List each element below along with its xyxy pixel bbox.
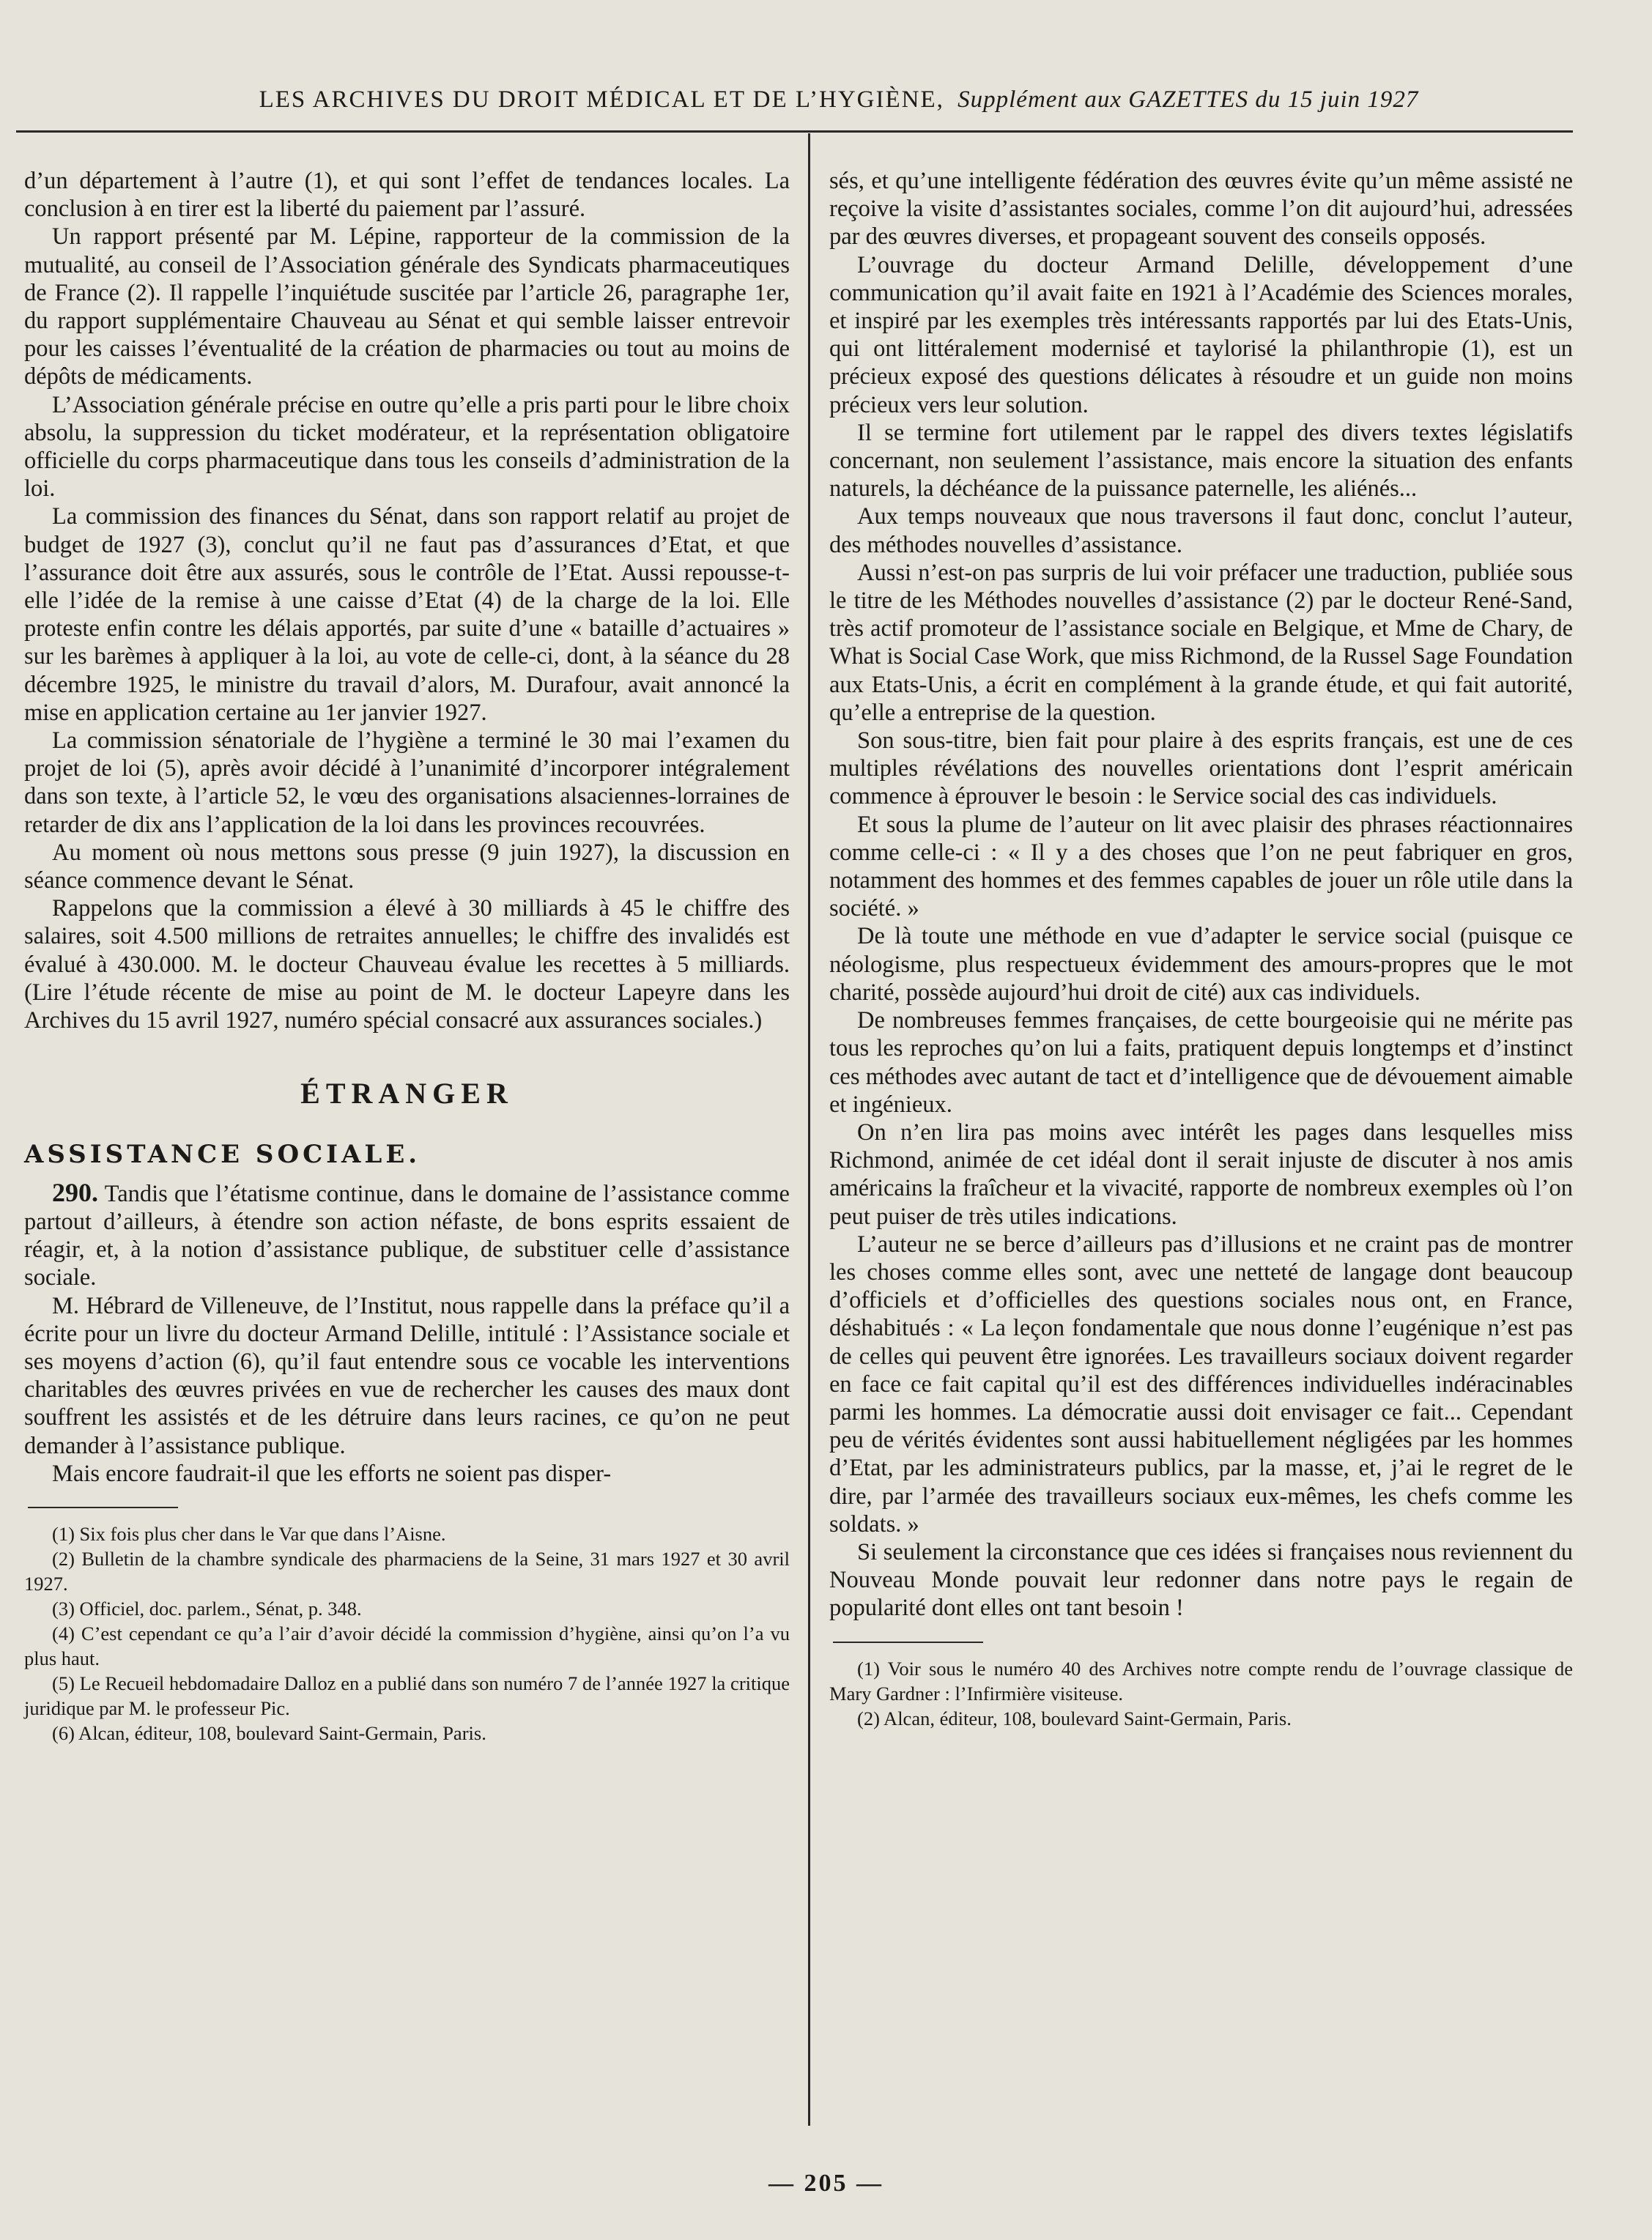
paragraph: sés, et qu’une intelligente fédération des œuvres évite qu’un même assisté ne reçoive la visite d’assistantes sociales, comme l’on dit aujourd’hui, adressées par des œuvres diverses, et propageant souvent des conseils opposés. bbox=[829, 168, 1573, 251]
right-column bbox=[829, 167, 1573, 1731]
section-heading: ÉTRANGER bbox=[300, 1077, 514, 1110]
paragraph: L’Association générale précise en outre qu’elle a pris parti pour le libre choix absolu, la suppression du ticket modérateur, et la représentation obligatoire officielle du corps pharmaceutique dans tous les conseils d’administration de la loi. bbox=[24, 391, 790, 502]
paragraph-text: Tandis que l’étatisme continue, dans le domaine de l’assistance comme partout d’ailleurs, à étendre son action néfaste, de bons esprits essaient de réagir, et, à la notion d’assistance publique, de substituer celle d’assistance sociale. bbox=[24, 1180, 790, 1291]
paragraph: Un rapport présenté par M. Lépine, rapporteur de la commission de la mutualité, au conseil de l’Association générale des Syndicats pharmaceutiques de France (2). Il rappelle l’inquiétude suscitée par l’article 26, paragraphe 1er, du rapport supplémentaire Chauveau au Sénat et qui semble laisser entrevoir pour les caisses l’éventualité de la création de pharmacies ou tout au moins de dépôts de médicaments. bbox=[24, 223, 790, 390]
paragraph: La commission des finances du Sénat, dans son rapport relatif au projet de budget de 1927 (3), conclut qu’il ne faut pas d’assurances d’Etat, et que l’assurance doit être aux assurés, sous le contrôle de l’Etat. Aussi repousse-t-elle l’idée de la remise à une caisse d’Etat (4) de la charge de la loi. Elle proteste enfin contre les délais apportés, par suite d’une « bataille d’actuaires » sur les barèmes à appliquer à la loi, au vote de celle-ci, dont, à la séance du 28 décembre 1925, le ministre du travail d’alors, M. Durafour, avait annoncé la mise en application certaine au 1er janvier 1927. bbox=[24, 503, 790, 726]
paragraph: Si seulement la circonstance que ces idées si françaises nous reviennent du Nouveau Monde pouvait leur redonner dans notre pays le regain de popularité dont elles ont tant besoin ! bbox=[829, 1538, 1573, 1622]
subsection-heading: ASSISTANCE SOCIALE. bbox=[24, 1139, 421, 1169]
paragraph: De nombreuses femmes françaises, de cette bourgeoisie qui ne mérite pas tous les reproches qu’on lui a faits, pratiquent depuis longtemps et d’instinct ces méthodes avec autant de tact et d’intelligence que de dévouement aimable et ingénieux. bbox=[829, 1007, 1573, 1118]
left-column bbox=[24, 167, 790, 1746]
running-header bbox=[110, 86, 1568, 114]
paragraph: Rappelons que la commission a élevé à 30 milliards à 45 le chiffre des salaires, soit 4.500 millions de retraites annuelles; le chiffre des invalidés est évalué à 430.000. M. le docteur Chauveau évalue les recettes à 5 milliards. (Lire l’étude récente de mise au point de M. le docteur Lapeyre dans les Archives du 15 avril 1927, numéro spécial consacré aux assurances sociales.) bbox=[24, 895, 790, 1034]
paragraph: Aux temps nouveaux que nous traversons il faut donc, conclut l’auteur, des méthodes nouvelles d’assistance. bbox=[829, 503, 1573, 558]
footnote: (2) Alcan, éditeur, 108, boulevard Saint-Germain, Paris. bbox=[857, 1707, 1292, 1729]
footnote: (1) Voir sous le numéro 40 des Archives notre compte rendu de l’ouvrage classique de Mary Gardner : l’Infirmière visiteuse. bbox=[829, 1657, 1573, 1705]
supplement-line: Supplément aux GAZETTES du 15 juin 1927 bbox=[958, 86, 1419, 113]
item-number: 290. bbox=[52, 1177, 98, 1207]
footnote: (6) Alcan, éditeur, 108, boulevard Saint-Germain, Paris. bbox=[52, 1721, 486, 1744]
footnotes bbox=[24, 1521, 790, 1746]
paragraph: La commission sénatoriale de l’hygiène a terminé le 30 mai l’examen du projet de loi (5), après avoir décidé à l’unanimité d’incorporer intégralement dans son texte, à l’article 52, le vœu des organisations alsaciennes-lorraines de retarder de dix ans l’application de la loi dans les provinces recouvrées. bbox=[24, 727, 790, 838]
footnote-rule bbox=[28, 1507, 178, 1508]
paragraph: Mais encore faudrait-il que les efforts ne soient pas disper- bbox=[52, 1460, 612, 1487]
footnote: (2) Bulletin de la chambre syndicale des pharmaciens de la Seine, 31 mars 1927 et 30 avril 1927. bbox=[24, 1547, 790, 1595]
footnote: (4) C’est cependant ce qu’a l’air d’avoir décidé la commission d’hygiène, ainsi qu’on l’a vu plus haut. bbox=[24, 1622, 790, 1669]
footnote-rule bbox=[833, 1642, 983, 1643]
paragraph: Il se termine fort utilement par le rappel des divers textes législatifs concernant, non seulement l’assistance, mais encore la situation des enfants naturels, la déchéance de la puissance paternelle, les aliénés... bbox=[829, 419, 1573, 502]
paragraph: Aussi n’est-on pas surpris de lui voir préfacer une traduction, publiée sous le titre de les Méthodes nouvelles d’assistance (2) par le docteur René-Sand, très actif promoteur de l’assistance sociale en Belgique, et Mme de Chary, de What is Social Case Work, que miss Richmond, de la Russel Sage Foundation aux Etats-Unis, a écrit en complément à la grande étude, et qui fait autorité, qu’elle a entreprise de la question. bbox=[829, 559, 1574, 726]
paragraph: L’ouvrage du docteur Armand Delille, développement d’une communication qu’il avait faite en 1921 à l’Académie des Sciences morales, et inspiré par les exemples très intéressants rapportés par lui des Etats-Unis, qui ont littéralement modernisé et taylorisé la philanthropie (1), est un précieux exposé des questions délicates à résoudre et un guide non moins précieux vers leur solution. bbox=[829, 251, 1573, 418]
footnote: (3) Officiel, doc. parlem., Sénat, p. 348. bbox=[52, 1597, 362, 1620]
paragraph: Et sous la plume de l’auteur on lit avec plaisir des phrases réactionnaires comme celle-ci : « Il y a des choses que l’on ne peut fabriquer en gros, notamment des hommes et des femmes capables de jouer un rôle utile dans la société. » bbox=[829, 811, 1573, 922]
header-rule bbox=[16, 130, 1573, 133]
paragraph: Son sous-titre, bien fait pour plaire à des esprits français, est une de ces multiples révélations des nouvelles orientations dont l’esprit américain commence à éprouver le besoin : le Service social des cas individuels. bbox=[829, 727, 1573, 810]
page-number: — 205 — bbox=[768, 2170, 884, 2197]
footnote: (5) Le Recueil hebdomadaire Dalloz en a publié dans son numéro 7 de l’année 1927 la critique juridique par M. le professeur Pic. bbox=[24, 1672, 790, 1719]
journal-title: LES ARCHIVES DU DROIT MÉDICAL ET DE L’HYGIÈNE, bbox=[259, 86, 944, 113]
numbered-paragraph bbox=[24, 1179, 790, 1292]
column-divider bbox=[808, 133, 810, 2126]
paragraph: d’un département à l’autre (1), et qui sont l’effet de tendances locales. La conclusion à en tirer est la liberté du paiement par l’assuré. bbox=[24, 168, 790, 223]
paragraph: M. Hébrard de Villeneuve, de l’Institut, nous rappelle dans la préface qu’il a écrite pour un livre du docteur Armand Delille, intitulé : l’Assistance sociale et ses moyens d’action (6), qu’il faut entendre sous ce vocable les interventions charitables des œuvres privées en vue de rechercher les causes des maux dont souffrent les assistés et de les détruire dans leurs racines, ce qu’on ne peut demander à l’assistance publique. bbox=[24, 1292, 790, 1459]
paragraph: On n’en lira pas moins avec intérêt les pages dans lesquelles miss Richmond, animée de cet idéal dont il serait injuste de discuter à nos amis américains la fraîcheur et la vivacité, rapporte de nombreux exemples où l’on peut puiser de très utiles indications. bbox=[829, 1119, 1573, 1230]
paragraph: De là toute une méthode en vue d’adapter le service social (puisque ce néologisme, plus respectueux évidemment des amours-propres que le mot charité, possède aujourd’hui droit de cité) aux cas individuels. bbox=[829, 923, 1573, 1006]
paragraph: L’auteur ne se berce d’ailleurs pas d’illusions et ne craint pas de montrer les choses comme elles sont, avec une netteté de langage dont beaucoup d’officiels et d’officielles des questions sociales nous ont, en France, déshabitués : « La leçon fondamentale que nous donne l’eugénique n’est pas de celles qui peuvent être ignorées. Les travailleurs sociaux doivent regarder en face ce fait capital qu’il est des différences individuelles indéracinables parmi les hommes. La démocratie aussi doit envisager ce fait... Cependant peu de vérités évidentes sont aussi habituellement négligées par les hommes d’Etat, par les administrateurs publics, par la masse, et, j’ai le regret de le dire, par l’armée des travailleurs sociaux eux-mêmes, les chefs comme les soldats. » bbox=[829, 1231, 1573, 1538]
footnotes bbox=[829, 1656, 1573, 1731]
paragraph: Au moment où nous mettons sous presse (9 juin 1927), la discussion en séance commence devant le Sénat. bbox=[24, 839, 790, 894]
footnote: (1) Six fois plus cher dans le Var que dans l’Aisne. bbox=[52, 1522, 446, 1545]
